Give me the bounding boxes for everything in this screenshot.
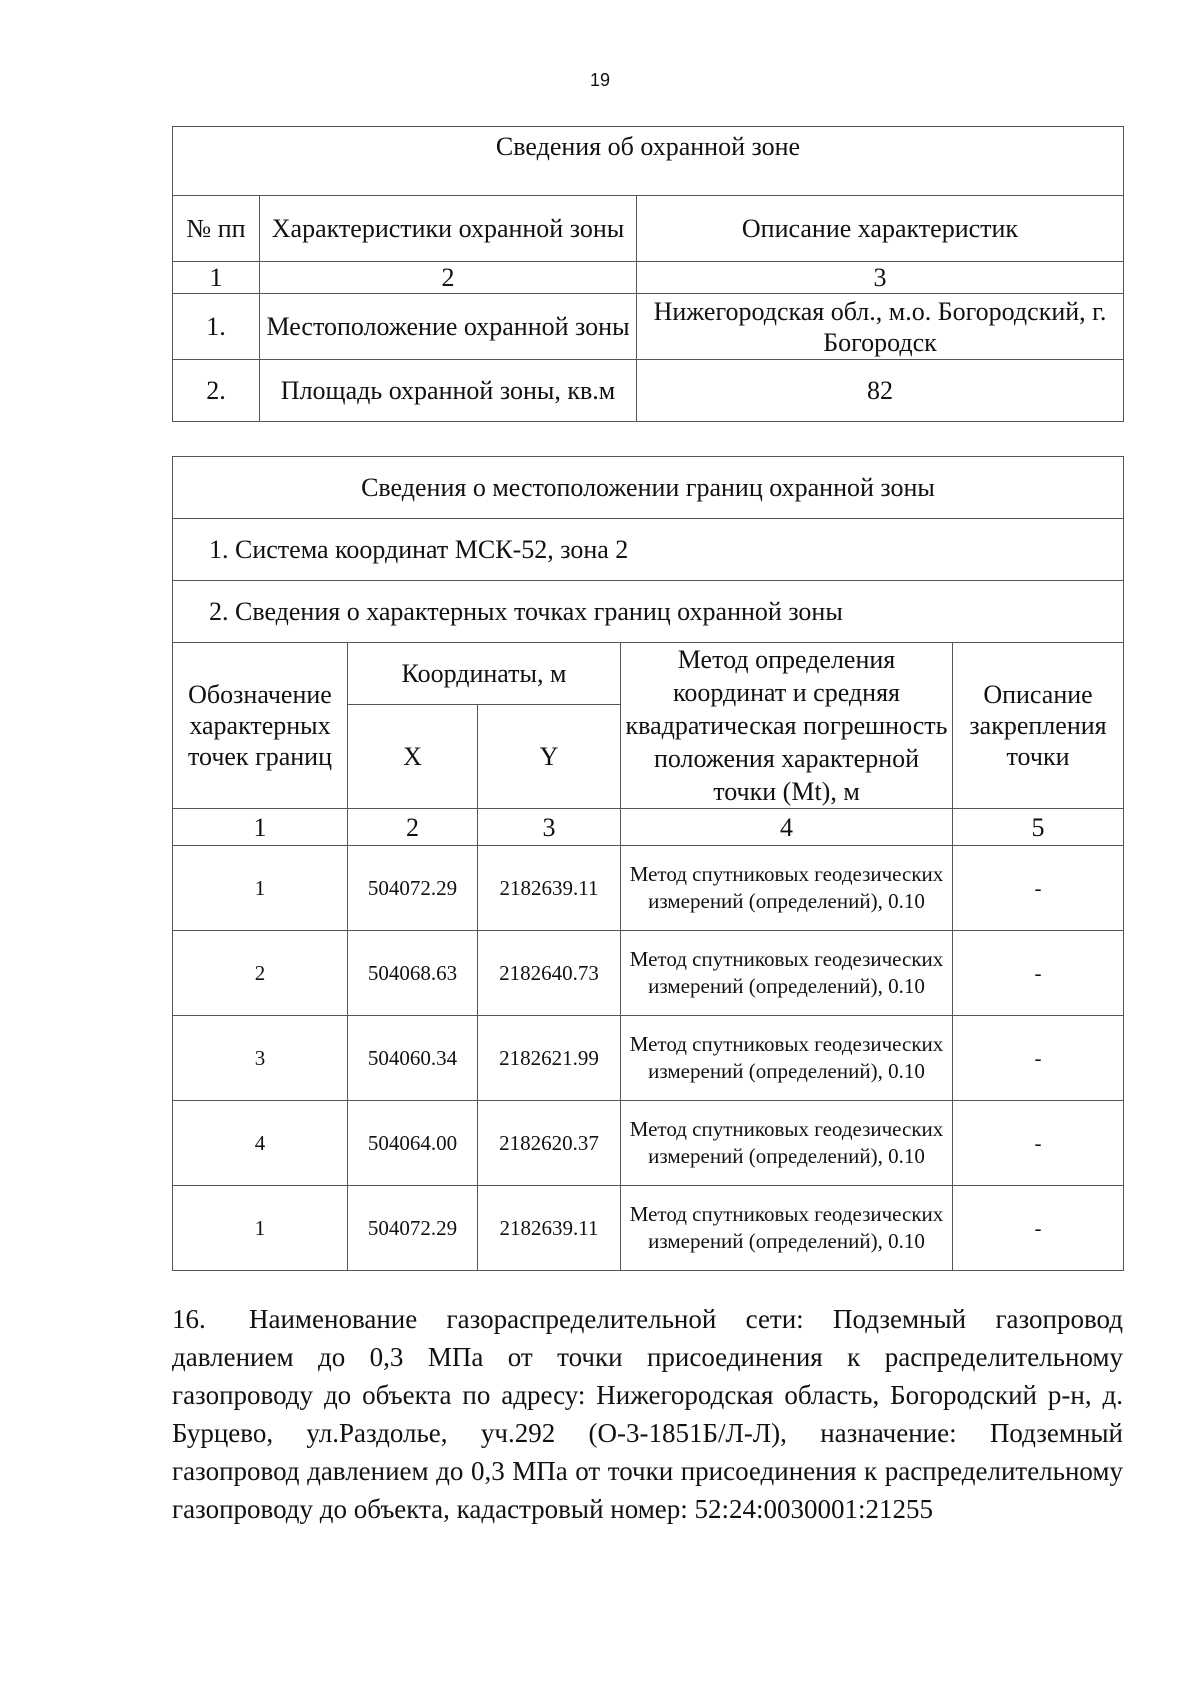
boundary-table (172, 456, 1124, 1271)
header-y: Y (478, 705, 621, 809)
row-number: 1. (173, 294, 260, 360)
coord-x: 504060.34 (348, 1016, 478, 1101)
paragraph-number: 16. (172, 1304, 206, 1334)
table-row (173, 1186, 1124, 1271)
table-row (173, 1101, 1124, 1186)
table-row (173, 360, 1124, 422)
fixing: - (953, 1186, 1124, 1271)
point-id: 2 (173, 931, 348, 1016)
points-title: 2. Сведения о характерных точках границ охранной зоны (173, 581, 1124, 643)
header-characteristics: Характеристики охранной зоны (260, 196, 637, 262)
header-fixing: Описание закрепления точки (953, 643, 1124, 809)
boundary-title: Сведения о местоположении границ охранной зоны (173, 457, 1124, 519)
fixing: - (953, 931, 1124, 1016)
index-cell: 1 (173, 262, 260, 294)
page-number: 19 (589, 70, 611, 90)
index-cell: 3 (637, 262, 1124, 294)
row-description: Нижегородская обл., м.о. Богородский, г. Богородск (637, 294, 1124, 360)
index-cell: 3 (478, 809, 621, 846)
fixing: - (953, 1016, 1124, 1101)
coordinate-system: 1. Система координат МСК-52, зона 2 (173, 519, 1124, 581)
table-row (173, 294, 1124, 360)
row-characteristic: Местоположение охранной зоны (260, 294, 637, 360)
row-number: 2. (173, 360, 260, 422)
coord-x: 504072.29 (348, 846, 478, 931)
coord-y: 2182620.37 (478, 1101, 621, 1186)
index-cell: 1 (173, 809, 348, 846)
table-row (173, 846, 1124, 931)
zone-info-title: Сведения об охранной зоне (173, 127, 1124, 196)
index-cell: 4 (621, 809, 953, 846)
method: Метод спутниковых геодезических измерений (определений), 0.10 (621, 846, 953, 931)
header-point: Обозначение характерных точек границ (173, 643, 348, 809)
section-16-paragraph (172, 1300, 1123, 1528)
index-cell: 2 (348, 809, 478, 846)
header-x: X (348, 705, 478, 809)
method: Метод спутниковых геодезических измерений (определений), 0.10 (621, 1101, 953, 1186)
table-row (173, 1016, 1124, 1101)
point-id: 1 (173, 1186, 348, 1271)
fixing: - (953, 1101, 1124, 1186)
header-method: Метод определения координат и средняя квадратическая погрешность положения характерной точки (Mt), м (621, 643, 953, 809)
coord-x: 504064.00 (348, 1101, 478, 1186)
zone-info-table (172, 126, 1124, 422)
coord-y: 2182639.11 (478, 846, 621, 931)
paragraph-text: Наименование газораспределительной сети: Подземный газопровод давлением до 0,3 МПа от точки присоединения к распределительному газопроводу до объекта по адресу: Нижегородская область, Богородский р-н, д. Бурцево, ул.Раздолье, уч.292 (О-3-1851Б/Л-Л), назначение: Подземный газопровод давлением до 0,3 МПа от точки присоединения к распределительному газопроводу до объекта, кадастровый номер: 52:24:0030001:21255 (172, 1304, 1123, 1524)
point-id: 3 (173, 1016, 348, 1101)
method: Метод спутниковых геодезических измерений (определений), 0.10 (621, 931, 953, 1016)
coord-x: 504068.63 (348, 931, 478, 1016)
coord-x: 504072.29 (348, 1186, 478, 1271)
fixing: - (953, 846, 1124, 931)
method: Метод спутниковых геодезических измерений (определений), 0.10 (621, 1016, 953, 1101)
coord-y: 2182639.11 (478, 1186, 621, 1271)
table-row (173, 931, 1124, 1016)
point-id: 4 (173, 1101, 348, 1186)
row-description: 82 (637, 360, 1124, 422)
row-characteristic: Площадь охранной зоны, кв.м (260, 360, 637, 422)
coord-y: 2182640.73 (478, 931, 621, 1016)
index-cell: 2 (260, 262, 637, 294)
method: Метод спутниковых геодезических измерений (определений), 0.10 (621, 1186, 953, 1271)
header-number: № пп (173, 196, 260, 262)
point-id: 1 (173, 846, 348, 931)
index-cell: 5 (953, 809, 1124, 846)
header-coordinates: Координаты, м (348, 643, 621, 705)
header-description: Описание характеристик (637, 196, 1124, 262)
coord-y: 2182621.99 (478, 1016, 621, 1101)
